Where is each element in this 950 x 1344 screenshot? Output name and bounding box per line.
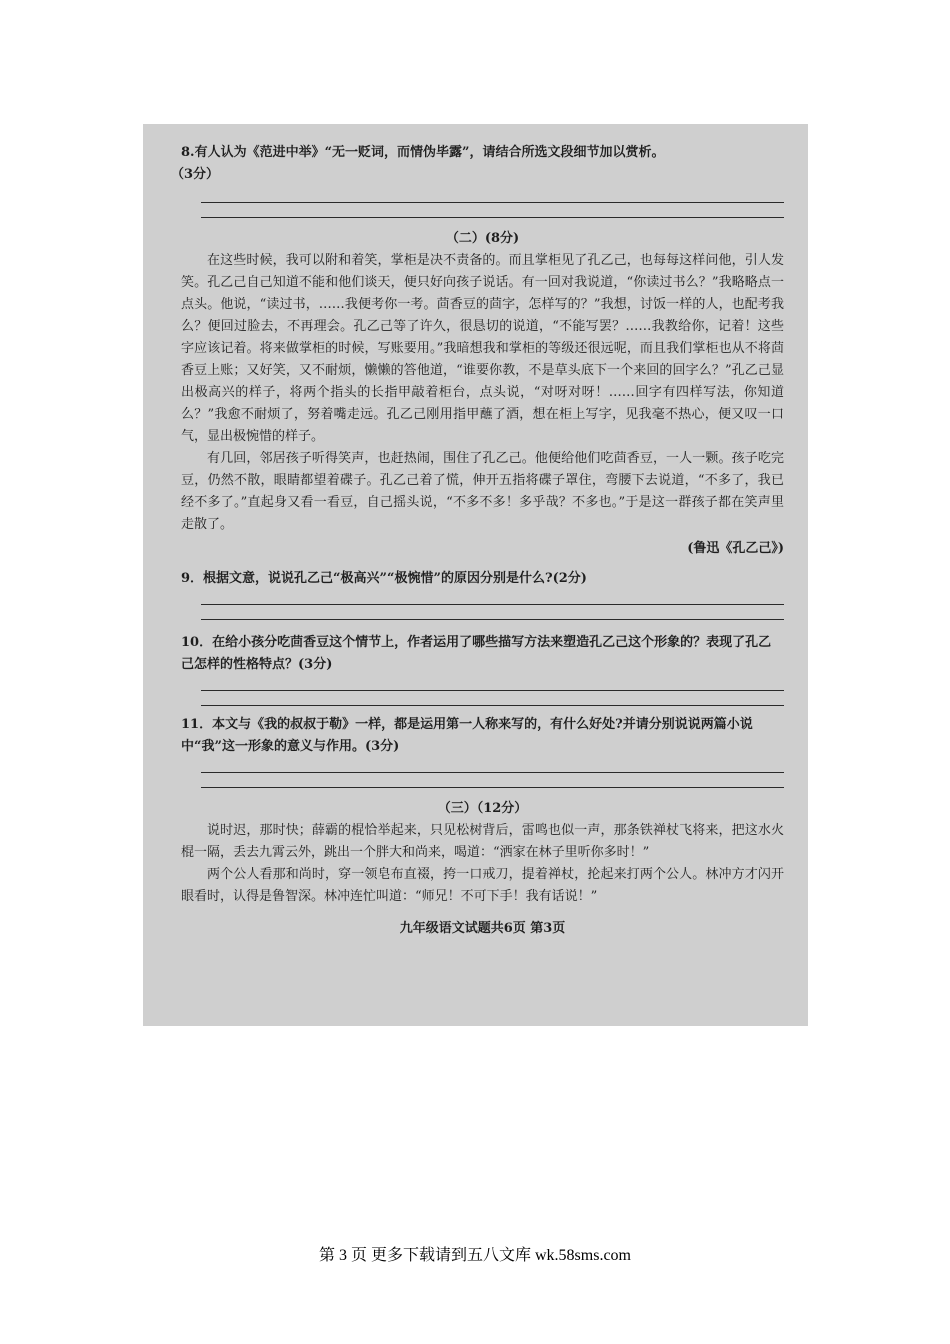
document-page-footer: 第 3 页 更多下载请到五八文库 wk.58sms.com — [318, 1247, 631, 1264]
passage-2-paragraph-1: 在这些时候，我可以附和着笑，掌柜是决不责备的。而且掌柜见了孔乙己，也每每这样问他，引人发笑。孔乙己自己知道不能和他们谈天，便只好向孩子说话。有一回对我说道，“你读过书么？”我略略点一点头。他说，“读过书，……我便考你一考。茴香豆的茴字，怎样写的？”我想，讨饭一样的人，也配考我么？便回过脸去，不再理会。孔乙己等了许久，很恳切的说道，“不能写罢？……我教给你，记着！这些字应该记着。将来做掌柜的时候，写账要用。”我暗想我和掌柜的等级还很远呢，而且我们掌柜也从不将茴香豆上账；又好笑，又不耐烦，懒懒的答他道，“谁要你教，不是草头底下一个来回的回字么？”孔乙己显出极高兴的样子，将两个指头的长指甲敲着柜台，点头说，“对呀对呀！……回字有四样写法，你知道么？”我愈不耐烦了，努着嘴走远。孔乙己刚用指甲蘸了酒，想在柜上写字，见我毫不热心，便又叹一口气，显出极惋惜的样子。 — [181, 253, 784, 444]
answer-line — [201, 787, 784, 788]
section-2-heading: （二）(8分) — [445, 231, 520, 246]
question-8-score: （3分） — [171, 167, 220, 182]
question-11: 11．本文与《我的叔叔于勒》一样，都是运用第一人称来写的，有什么好处?并请分别说说两篇小说中“我”这一形象的意义与作用。(3分) — [181, 717, 753, 754]
answer-line — [201, 690, 784, 691]
answer-line — [201, 604, 784, 605]
passage-2-paragraph-2: 有几回，邻居孩子听得笑声，也赶热闹，围住了孔乙己。他便给他们吃茴香豆，一人一颗。孩子吃完豆，仍然不散，眼睛都望着碟子。孔乙己着了慌，伸开五指将碟子罩住，弯腰下去说道，“不多了，我已经不多了。”直起身又看一看豆，自己摇头说，“不多不多！多乎哉？不多也。”于是这一群孩子都在笑声里走散了。 — [181, 451, 784, 532]
question-8-line1: 8.有人认为《范进中举》“无一贬词，而情伪毕露”，请结合所选文段细节加以赏析。 — [181, 145, 665, 160]
scanned-exam-page — [143, 124, 808, 1026]
exam-page-footer: 九年级语文试题共6页 第3页 — [399, 921, 566, 936]
question-9: 9．根据文意，说说孔乙己“极高兴”“极惋惜”的原因分别是什么?(2分) — [181, 571, 587, 586]
section-3-heading: （三）（12分） — [437, 801, 528, 816]
answer-line — [201, 202, 784, 203]
passage-3-paragraph-1: 说时迟，那时快；薛霸的棍恰举起来，只见松树背后，雷鸣也似一声，那条铁禅杖飞将来，把这水火棍一隔，丢去九霄云外，跳出一个胖大和尚来，喝道：“洒家在林子里听你多时！” — [181, 823, 784, 860]
answer-line — [201, 217, 784, 218]
answer-line — [201, 772, 784, 773]
passage-2-source: (鲁迅《孔乙己》) — [687, 541, 784, 556]
question-10: 10．在给小孩分吃茴香豆这个情节上，作者运用了哪些描写方法来塑造孔乙己这个形象的？表现了孔乙己怎样的性格特点？(3分) — [181, 635, 772, 672]
passage-3-paragraph-2: 两个公人看那和尚时，穿一领皂布直裰，挎一口戒刀，提着禅杖，抡起来打两个公人。林冲方才闪开眼看时，认得是鲁智深。林冲连忙叫道：“师兄！不可下手！我有话说！” — [181, 867, 784, 904]
